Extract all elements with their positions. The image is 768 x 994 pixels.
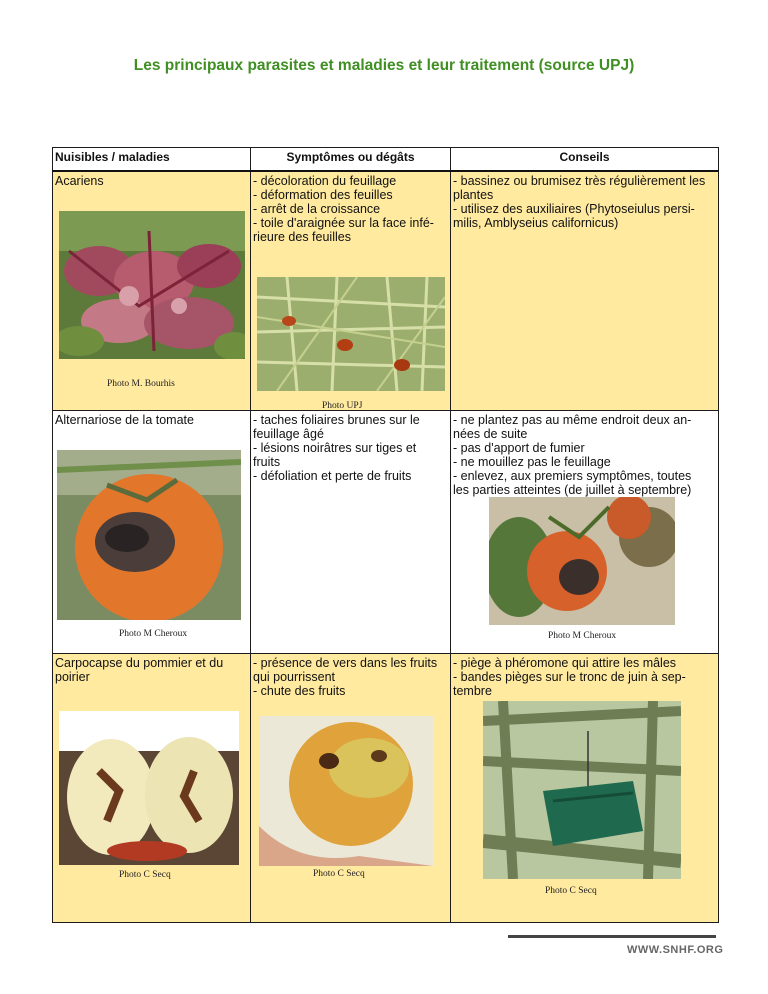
symptom-line: - lésions noirâtres sur tiges et bbox=[253, 441, 417, 455]
photo-caption: Photo M. Bourhis bbox=[107, 379, 175, 389]
pest-name: Alternariose de la tomate bbox=[55, 413, 194, 427]
photo-tomato-plant bbox=[489, 497, 675, 625]
symptom-line: - taches foliaires brunes sur le bbox=[253, 413, 420, 427]
advice-line: plantes bbox=[453, 188, 494, 202]
page-title: Les principaux parasites et maladies et leur traitement (source UPJ) bbox=[133, 57, 635, 74]
pest-name-line: Carpocapse du pommier et du bbox=[55, 656, 224, 670]
symptom-line: - déformation des feuilles bbox=[253, 188, 393, 202]
symptom-line: feuillage âgé bbox=[253, 427, 324, 441]
symptom-line: qui pourrissent bbox=[253, 670, 335, 684]
advice-line: - ne plantez pas au même endroit deux an- bbox=[453, 413, 692, 427]
photo-pheromone-trap bbox=[483, 701, 681, 879]
photo-caption: Photo UPJ bbox=[322, 401, 363, 411]
photo-caption: Photo C Secq bbox=[545, 886, 597, 896]
photo-apple-worm bbox=[259, 716, 433, 866]
photo-tomato-blight bbox=[57, 450, 241, 620]
table-row bbox=[53, 654, 719, 923]
header-symptoms: Symptômes ou dégâts bbox=[251, 148, 451, 172]
pest-name-line: poirier bbox=[55, 670, 90, 684]
pest-cell bbox=[53, 171, 251, 411]
advice-line: - ne mouillez pas le feuillage bbox=[453, 455, 611, 469]
advice-line: - utilisez des auxiliaires (Phytoseiulus persi- bbox=[453, 202, 695, 216]
pest-cell bbox=[53, 411, 251, 654]
photo-caption: Photo M Cheroux bbox=[548, 631, 617, 641]
advice-line: - bandes pièges sur le tronc de juin à sep- bbox=[453, 670, 686, 684]
table-row bbox=[53, 411, 719, 654]
pest-name: Acariens bbox=[55, 174, 104, 188]
symptoms-cell bbox=[251, 411, 451, 654]
advice-line: - bassinez ou brumisez très régulièrement les bbox=[453, 174, 706, 188]
symptom-line: - présence de vers dans les fruits bbox=[253, 656, 438, 670]
symptom-line: - chute des fruits bbox=[253, 684, 346, 698]
table-row bbox=[53, 171, 719, 411]
advice-line: tembre bbox=[453, 684, 492, 698]
advice-line: nées de suite bbox=[453, 427, 528, 441]
advice-cell bbox=[451, 654, 719, 923]
photo-caption: Photo C Secq bbox=[119, 870, 171, 880]
photo-caption: Photo M Cheroux bbox=[119, 629, 188, 639]
advice-line: - enlevez, aux premiers symptômes, toutes bbox=[453, 469, 692, 483]
header-pests: Nuisibles / maladies bbox=[53, 148, 251, 172]
symptoms-cell bbox=[251, 171, 451, 411]
header-advice: Conseils bbox=[451, 148, 719, 172]
table-header-row bbox=[53, 148, 719, 172]
advice-line: - piège à phéromone qui attire les mâles bbox=[453, 656, 677, 670]
pest-table bbox=[52, 147, 719, 923]
advice-line: - pas d'apport de fumier bbox=[453, 441, 585, 455]
advice-line: les parties atteintes (de juillet à septembre) bbox=[453, 483, 692, 497]
advice-cell bbox=[451, 411, 719, 654]
footer-url: WWW.SNHF.ORG bbox=[627, 944, 724, 956]
footer-rule bbox=[508, 935, 716, 938]
symptom-line: - arrêt de la croissance bbox=[253, 202, 381, 216]
symptom-line: rieure des feuilles bbox=[253, 230, 351, 244]
pest-cell bbox=[53, 654, 251, 923]
advice-line: milis, Amblyseius californicus) bbox=[453, 216, 619, 230]
photo-acariens-leaves bbox=[59, 211, 245, 359]
advice-cell bbox=[451, 171, 719, 411]
photo-acariens-mites bbox=[257, 277, 445, 391]
symptom-line: fruits bbox=[253, 455, 281, 469]
symptom-line: - défoliation et perte de fruits bbox=[253, 469, 412, 483]
symptom-line: - toile d'araignée sur la face infé- bbox=[253, 216, 434, 230]
photo-caption: Photo C Secq bbox=[313, 869, 365, 879]
symptoms-cell bbox=[251, 654, 451, 923]
photo-apple-cut bbox=[59, 711, 239, 865]
symptom-line: - décoloration du feuillage bbox=[253, 174, 397, 188]
